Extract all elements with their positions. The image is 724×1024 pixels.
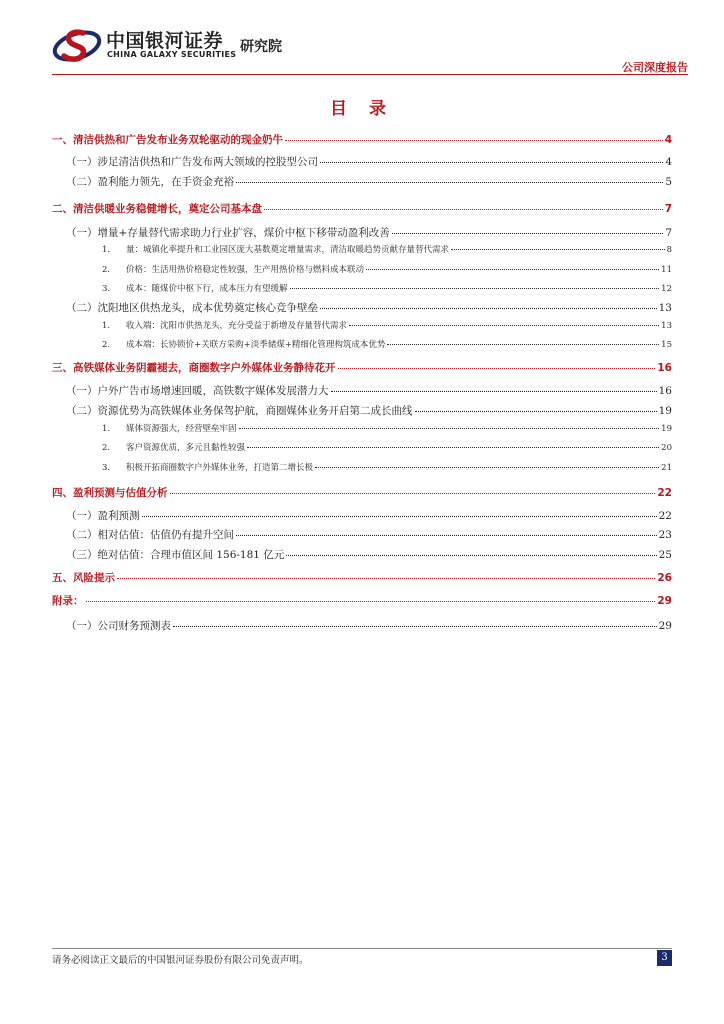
toc-dot-leader — [236, 182, 663, 183]
toc-entry-page: 16 — [658, 385, 672, 397]
toc-entry[interactable] — [66, 618, 672, 633]
toc-entry[interactable] — [52, 132, 672, 147]
toc-dot-leader — [286, 555, 656, 556]
toc-entry-page: 22 — [658, 510, 672, 522]
toc-dot-leader — [142, 516, 657, 517]
toc-entry[interactable] — [102, 461, 672, 473]
toc-entry-page: 16 — [657, 362, 672, 374]
page-header — [0, 0, 724, 80]
toc-entry-title: 客户资源优质，多元且黏性较强 — [126, 443, 246, 453]
toc-dot-leader — [117, 578, 655, 579]
toc-entry-number: 1. — [102, 321, 111, 331]
toc-entry-title: 量：城镇化率提升和工业园区庞大基数奠定增量需求，清洁取暖趋势贡献存量替代需求 — [126, 245, 450, 255]
toc-entry-title: 附录： — [52, 595, 84, 607]
toc-entry[interactable] — [102, 422, 672, 434]
toc-entry[interactable] — [66, 547, 672, 562]
toc-dot-leader — [331, 391, 657, 392]
toc-entry-title: （二）资源优势为高铁媒体业务保驾护航，商圈媒体业务开启第二成长曲线 — [66, 405, 413, 417]
toc-entry-page: 4 — [665, 156, 672, 168]
toc-entry-title: （三）绝对估值：合理市值区间 156-181 亿元 — [66, 549, 285, 561]
toc-entry-page: 13 — [661, 321, 672, 331]
toc-entry-title: （一）增量+存量替代需求助力行业扩容，煤价中枢下移带动盈利改善 — [66, 227, 390, 239]
toc-entry[interactable] — [66, 300, 672, 315]
toc-dot-leader — [247, 447, 659, 448]
toc-entry-page: 5 — [665, 176, 672, 188]
toc-entry-number: 2. — [102, 340, 111, 350]
toc-entry-title: （二）沈阳地区供热龙头，成本优势奠定核心竞争壁垒 — [66, 302, 318, 314]
toc-entry[interactable] — [66, 154, 672, 169]
toc-entry[interactable] — [66, 508, 672, 523]
toc-entry-page: 7 — [665, 227, 672, 239]
toc-dot-leader — [315, 467, 659, 468]
toc-entry-page: 15 — [661, 340, 672, 350]
toc-entry-title: 四、盈利预测与估值分析 — [52, 487, 168, 499]
toc-entry[interactable] — [52, 360, 672, 375]
toc-dot-leader — [349, 325, 659, 326]
toc-entry[interactable] — [102, 338, 672, 350]
toc-entry-number: 2. — [102, 265, 111, 275]
brand-name-en: CHINA GALAXY SECURITIES — [107, 50, 237, 59]
toc-entry-title: 五、风险提示 — [52, 572, 115, 584]
toc-entry-title: 媒体资源强大，经营壁垒牢固 — [126, 424, 237, 434]
toc-dot-leader — [320, 162, 663, 163]
toc-entry-number: 3. — [102, 284, 111, 294]
toc-dot-leader — [366, 269, 659, 270]
toc-dot-leader — [170, 493, 656, 494]
toc-entry-title: 二、清洁供暖业务稳健增长，奠定公司基本盘 — [52, 203, 262, 215]
toc-entry[interactable] — [66, 225, 672, 240]
header-divider — [52, 74, 688, 75]
toc-entry[interactable] — [102, 243, 672, 255]
toc-dot-leader — [451, 249, 665, 250]
footer-divider — [52, 948, 672, 949]
toc-entry[interactable] — [52, 485, 672, 500]
toc-entry[interactable] — [102, 282, 672, 294]
toc-entry-page: 29 — [658, 620, 672, 632]
toc-entry-title: （一）盈利预测 — [66, 510, 140, 522]
toc-entry[interactable] — [102, 319, 672, 331]
toc-entry-title: 价格：生活用热价格稳定性较强，生产用热价格与燃料成本联动 — [126, 265, 365, 275]
toc-entry-page: 26 — [657, 572, 672, 584]
footer-disclaimer: 请务必阅读正文最后的中国银河证券股份有限公司免责声明。 — [52, 955, 309, 966]
toc-entry-title: （二）盈利能力领先，在手资金充裕 — [66, 176, 234, 188]
toc-entry[interactable] — [66, 383, 672, 398]
toc-entry-title: 三、高铁媒体业务阴霾褪去，商圈数字户外媒体业务静待花开 — [52, 362, 336, 374]
toc-entry-page: 7 — [664, 203, 672, 215]
brand-name-cn: 中国银河证券 — [106, 30, 224, 52]
toc-title: 目 录 — [330, 99, 394, 119]
toc-entry-page: 19 — [661, 424, 672, 434]
toc-entry-title: 成本端：长协锁价+关联方采购+淡季储煤+精细化管理构筑成本优势 — [126, 340, 386, 350]
toc-entry[interactable] — [52, 570, 672, 585]
toc-entry-page: 12 — [661, 284, 672, 294]
toc-entry[interactable] — [66, 403, 672, 418]
toc-dot-leader — [173, 626, 657, 627]
toc-entry[interactable] — [52, 201, 672, 216]
toc-entry[interactable] — [102, 263, 672, 275]
toc-dot-leader — [392, 233, 664, 234]
toc-entry-number: 1. — [102, 424, 111, 434]
toc-entry-page: 23 — [658, 529, 672, 541]
toc-entry[interactable] — [66, 174, 672, 189]
toc-entry-title: （二）相对估值：估值仍有提升空间 — [66, 529, 234, 541]
toc-entry[interactable] — [102, 441, 672, 453]
toc-entry-page: 8 — [666, 245, 672, 255]
toc-entry-page: 19 — [658, 405, 672, 417]
toc-entry-page: 13 — [658, 302, 672, 314]
toc-entry-title: 收入端：沈阳市供热龙头，充分受益于新增及存量替代需求 — [126, 321, 348, 331]
toc-entry-title: 成本：随煤价中枢下行，成本压力有望缓解 — [126, 284, 288, 294]
toc-dot-leader — [415, 411, 657, 412]
toc-dot-leader — [387, 344, 659, 345]
toc-entry-number: 3. — [102, 463, 111, 473]
toc-entry-page: 21 — [661, 463, 672, 473]
toc-entry-number: 1. — [102, 245, 111, 255]
toc-entry-page: 29 — [657, 595, 672, 607]
page-number-badge: 3 — [657, 950, 672, 966]
toc-dot-leader — [285, 140, 663, 141]
toc-dot-leader — [236, 535, 657, 536]
toc-entry-title: （一）涉足清洁供热和广告发布两大领域的控股型公司 — [66, 156, 318, 168]
toc-entry-title: （一）户外广告市场增速回暖，高铁数字媒体发展潜力大 — [66, 385, 329, 397]
toc-entry-title: 一、清洁供热和广告发布业务双轮驱动的现金奶牛 — [52, 134, 283, 146]
toc-entry-title: （一）公司财务预测表 — [66, 620, 171, 632]
toc-entry-page: 25 — [658, 549, 672, 561]
toc-entry-number: 2. — [102, 443, 111, 453]
report-type-label: 公司深度报告 — [622, 61, 688, 74]
toc-entry[interactable] — [52, 593, 672, 608]
toc-entry-page: 20 — [661, 443, 672, 453]
toc-entry-page: 11 — [661, 265, 672, 275]
toc-dot-leader — [264, 209, 663, 210]
toc-dot-leader — [338, 368, 656, 369]
toc-dot-leader — [239, 428, 660, 429]
toc-entry-page: 22 — [657, 487, 672, 499]
toc-dot-leader — [320, 308, 657, 309]
toc-entry-title: 积极开拓商圈数字户外媒体业务，打造第二增长极 — [126, 463, 314, 473]
toc-dot-leader — [290, 288, 660, 289]
toc-entry[interactable] — [66, 527, 672, 542]
toc-entry-page: 4 — [664, 134, 672, 146]
toc-dot-leader — [86, 601, 656, 602]
galaxy-logo-icon — [52, 26, 102, 66]
institute-label: 研究院 — [240, 39, 282, 55]
